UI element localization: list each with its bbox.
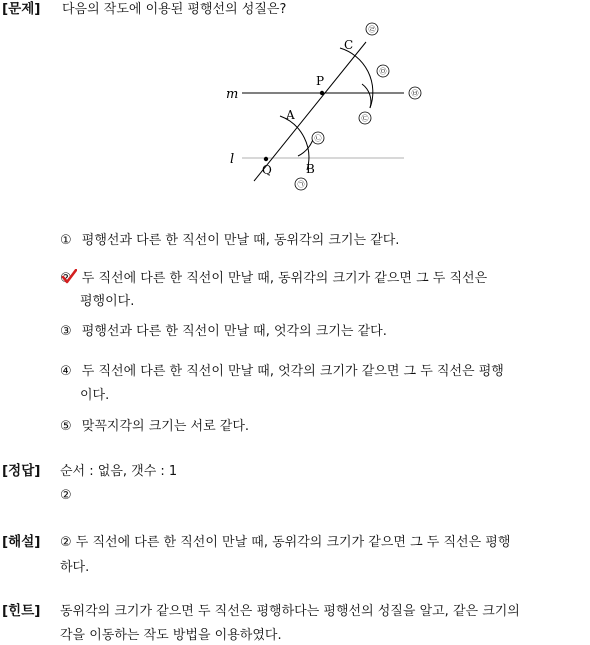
mark-ma	[377, 65, 389, 77]
option-4-text: 두 직선에 다른 한 직선이 만날 때, 엇각의 크기가 같으면 그 두 직선은 평행	[81, 364, 504, 379]
label-b: B	[306, 162, 315, 176]
arc-p	[340, 48, 373, 108]
point-q	[264, 157, 268, 161]
option-2-text: 두 직선에 다른 한 직선이 만날 때, 동위각의 크기가 같으면 그 두 직선은	[81, 271, 488, 286]
option-2-number: ②	[60, 271, 72, 286]
arc-small-p	[362, 84, 371, 108]
label-q: Q	[262, 163, 272, 177]
option-4-number: ④	[60, 364, 72, 379]
answer-value: ②	[60, 488, 72, 503]
label-l: l	[230, 152, 235, 167]
option-2-text-line2: 평행이다.	[80, 294, 135, 309]
svg-text:㉤: ㉤	[379, 67, 387, 76]
answer-meta: 순서 : 없음, 갯수 : 1	[60, 464, 178, 479]
answer-tag: [정답]	[2, 463, 41, 479]
option-1-text: 평행선과 다른 한 직선이 만날 때, 동위각의 크기는 같다.	[81, 233, 400, 248]
point-p	[320, 91, 324, 95]
hint-line2: 각을 이동하는 작도 방법을 이용하였다.	[60, 628, 282, 643]
option-4	[60, 364, 504, 380]
option-3-text: 평행선과 다른 한 직선이 만날 때, 엇각의 크기는 같다.	[81, 324, 387, 339]
transversal-line	[254, 42, 366, 181]
option-5-number: ⑤	[60, 419, 72, 434]
svg-text:㉥: ㉥	[411, 89, 419, 98]
option-4-text-line2: 이다.	[80, 388, 110, 403]
option-3	[60, 324, 387, 340]
option-1-number: ①	[60, 233, 72, 248]
option-3-number: ③	[60, 324, 72, 339]
label-a: A	[286, 108, 295, 122]
mark-ba	[409, 87, 421, 99]
check-mark-icon	[61, 269, 77, 285]
svg-text:㉢: ㉢	[361, 114, 369, 123]
svg-text:㉡: ㉡	[314, 134, 322, 143]
explanation-tag: [해설]	[2, 534, 41, 550]
hint-line1: 동위각의 크기가 같으면 두 직선은 평행하다는 평행선의 성질을 알고, 같은 크기의	[60, 604, 520, 619]
option-5	[60, 419, 249, 435]
hint-tag: [힌트]	[2, 603, 41, 619]
label-m: m	[226, 87, 239, 102]
option-2	[60, 271, 487, 287]
question-tag: [문제]	[2, 1, 41, 17]
explanation-line2: 하다.	[60, 560, 90, 575]
option-2-number-wrap	[60, 271, 72, 287]
option-1	[60, 233, 399, 249]
mark-na	[312, 132, 324, 144]
construction-figure	[220, 18, 430, 194]
svg-text:㉠: ㉠	[297, 180, 305, 189]
option-5-text: 맞꼭지각의 크기는 서로 같다.	[81, 419, 250, 434]
explanation-line1: ② 두 직선에 다른 한 직선이 만날 때, 동위각의 크기가 같으면 그 두 직선은 평행	[60, 535, 511, 550]
svg-text:㉣: ㉣	[368, 25, 376, 34]
mark-ra	[366, 23, 378, 35]
label-c: C	[344, 38, 354, 52]
question-text: 다음의 작도에 이용된 평행선의 성질은?	[62, 2, 287, 17]
mark-da	[359, 112, 371, 124]
arc-small-q	[298, 136, 314, 156]
mark-ga	[295, 178, 307, 190]
label-p: P	[316, 74, 325, 88]
